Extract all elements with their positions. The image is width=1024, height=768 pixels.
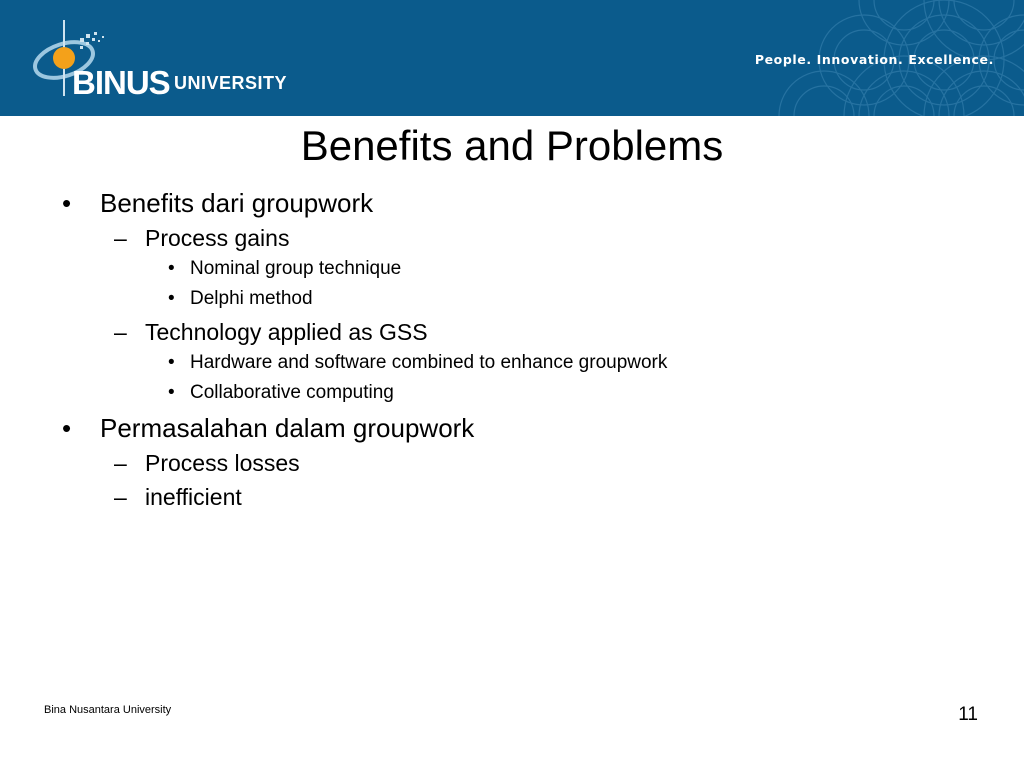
slide-title: Benefits and Problems [300, 122, 724, 169]
bullet-marker: • [62, 188, 72, 218]
bullet-marker: – [114, 450, 127, 476]
bullet-text: Delphi method [190, 288, 313, 309]
bullet-marker: – [114, 225, 127, 251]
bullet-marker: – [114, 319, 127, 345]
page-number: 11 [958, 704, 978, 725]
bullet-marker: • [168, 258, 175, 279]
bullet-marker: • [168, 382, 175, 403]
bullet-text: Collaborative computing [190, 382, 394, 403]
logo-brand-text: BINUS [72, 64, 170, 101]
bullet-text: Technology applied as GSS [145, 319, 428, 345]
footer-institution: Bina Nusantara University [44, 704, 172, 716]
bullet-text: Nominal group technique [190, 258, 402, 279]
bullet-text: inefficient [145, 484, 242, 510]
bullet-text: Process losses [145, 450, 300, 476]
bullet-marker: • [168, 352, 175, 373]
bullet-text: Permasalahan dalam groupwork [100, 413, 475, 443]
bullet-marker: • [168, 288, 175, 309]
bullet-marker: • [62, 413, 72, 443]
bullet-text: Hardware and software combined to enhance groupwork [190, 352, 668, 373]
bullet-text: Benefits dari groupwork [100, 188, 374, 218]
bullet-text: Process gains [145, 225, 290, 251]
bullet-marker: – [114, 484, 127, 510]
logo-university-text: UNIVERSITY [174, 73, 288, 93]
header-tagline: People. Innovation. Excellence. [754, 52, 994, 67]
